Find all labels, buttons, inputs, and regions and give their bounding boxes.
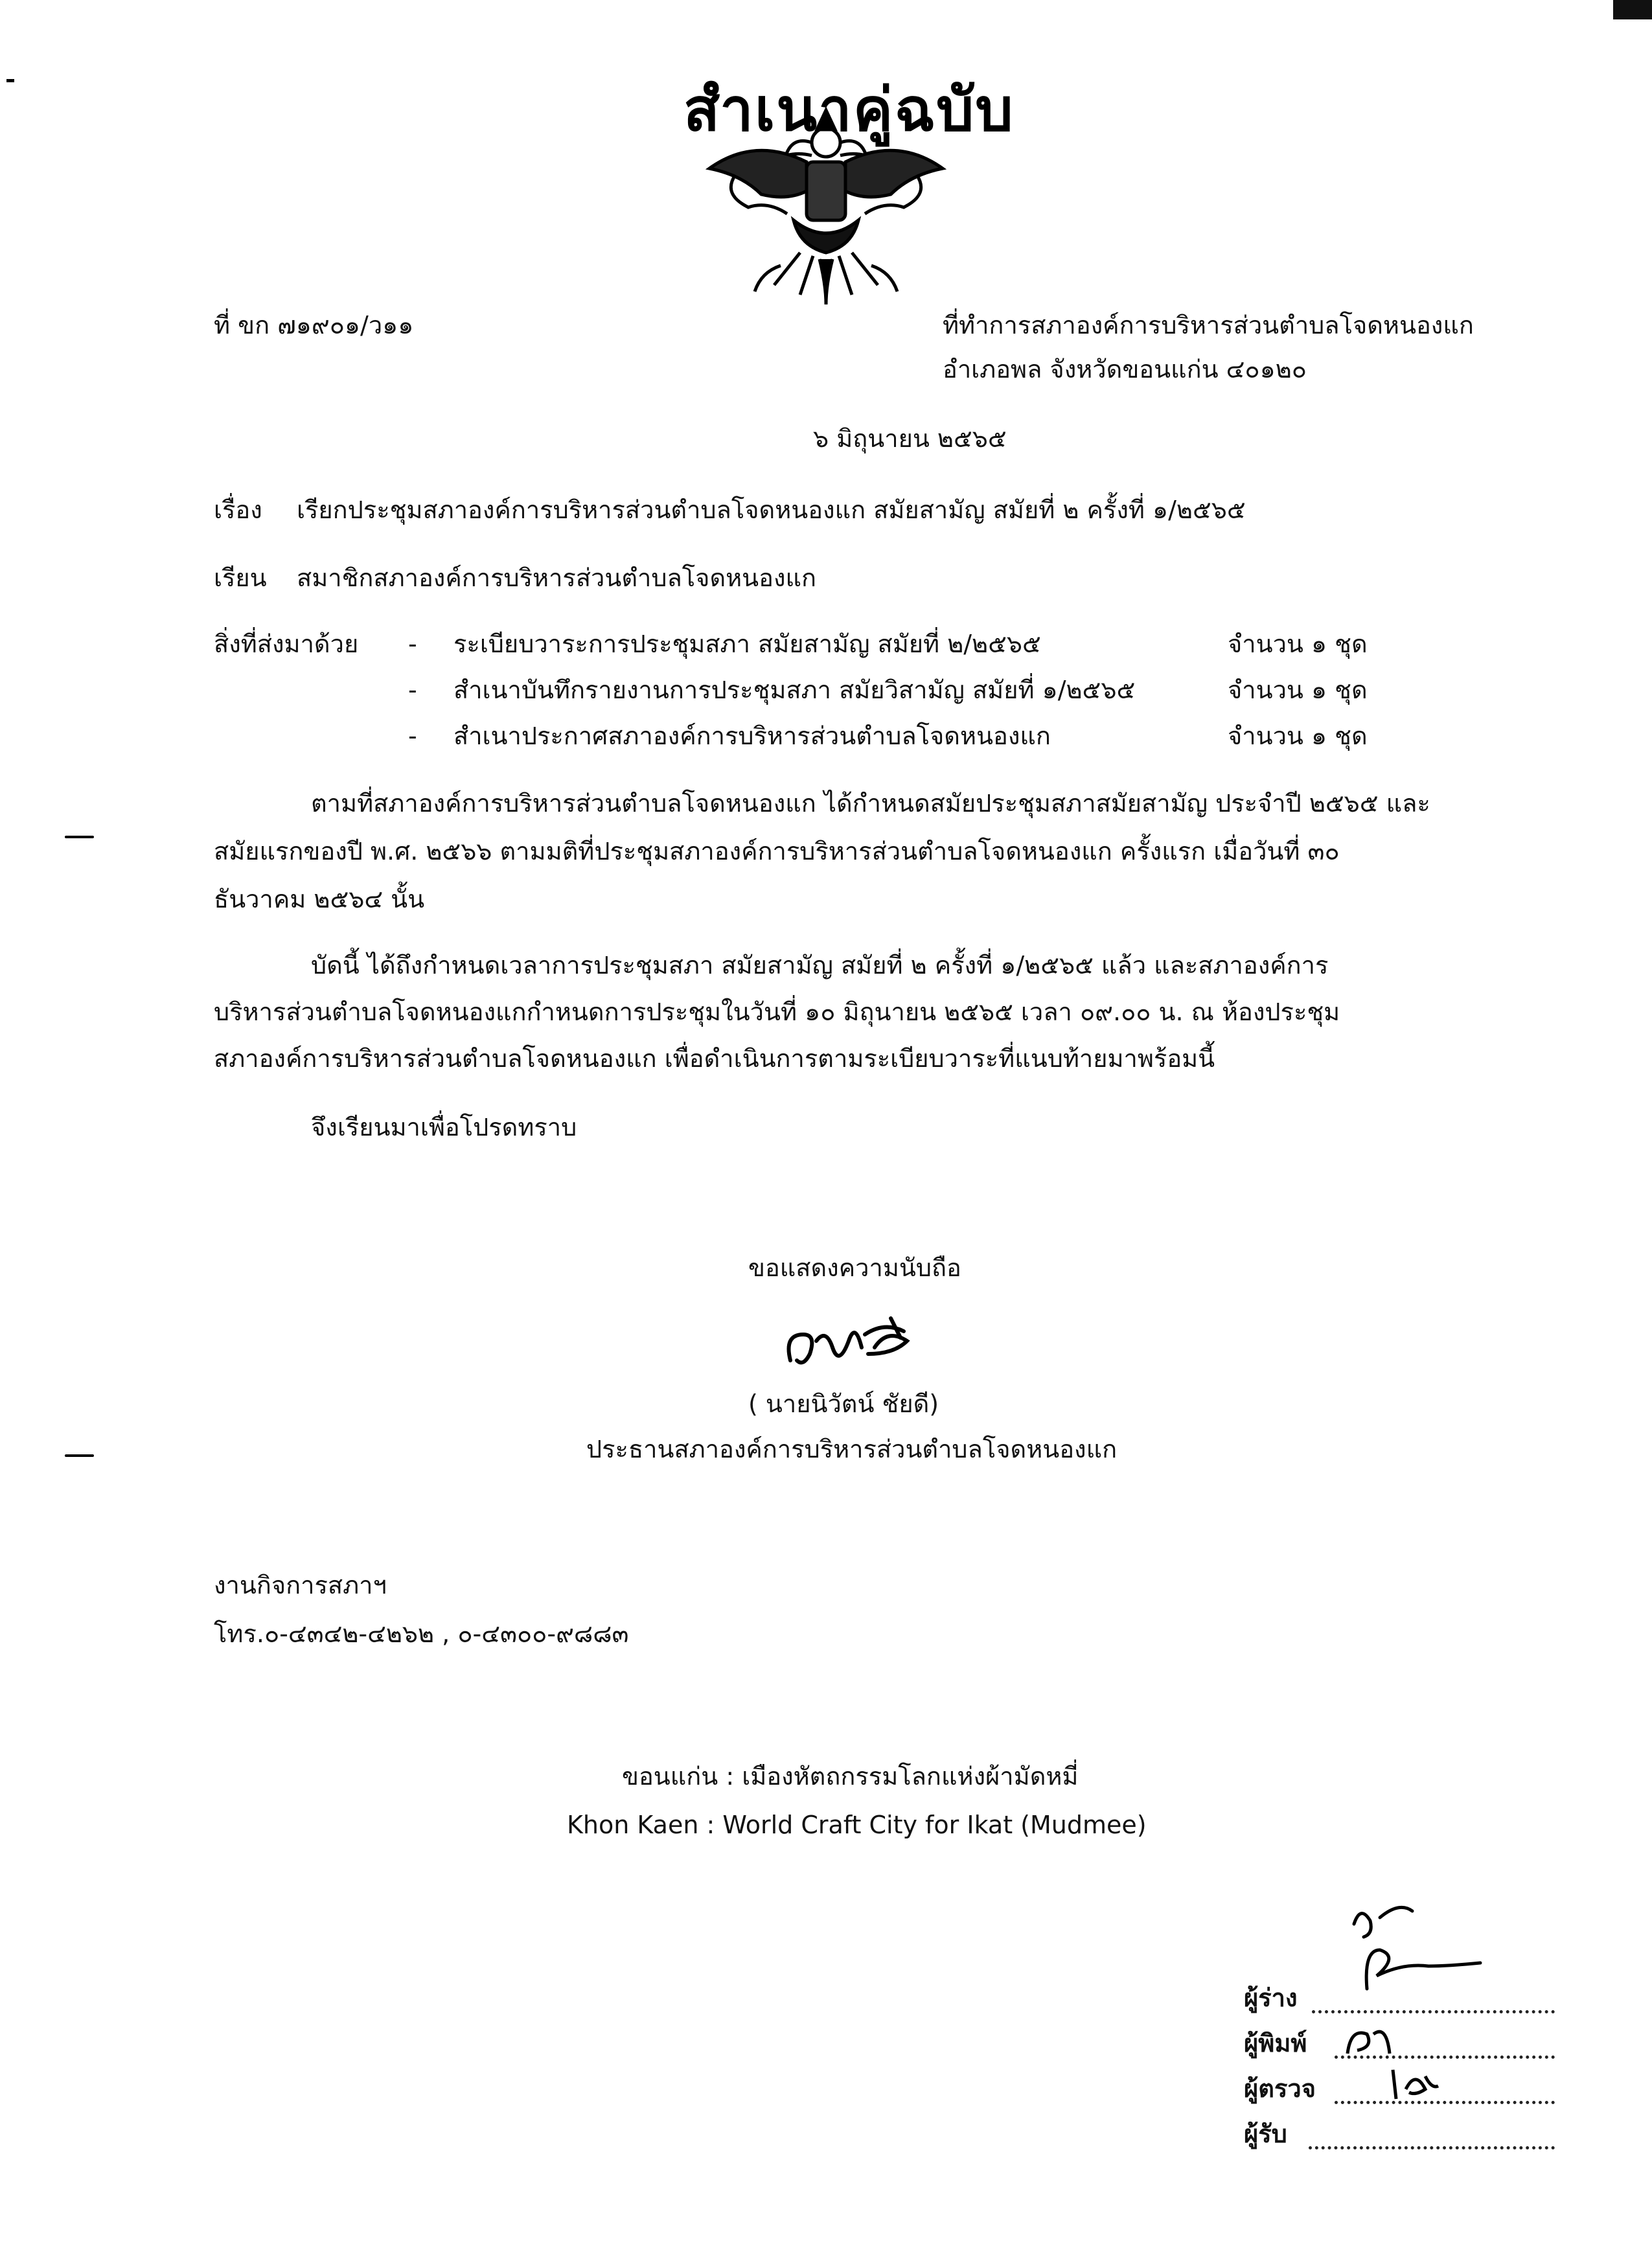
enclosure-item: สำเนาประกาศสภาองค์การบริหารส่วนตำบลโจดหนองแก <box>453 722 1051 750</box>
regards-text: ขอแสดงความนับถือ <box>748 1254 961 1282</box>
scan-mark <box>65 1454 94 1457</box>
signatory-position: ประธานสภาองค์การบริหารส่วนตำบลโจดหนองแก <box>586 1435 1118 1463</box>
enclosures-label: สิ่งที่ส่งมาด้วย <box>214 630 359 658</box>
address-line-2: อำเภอพล จังหวัดขอนแก่น ๔๐๑๒๐ <box>943 355 1307 384</box>
paragraph-1-line: ตามที่สภาองค์การบริหารส่วนตำบลโจดหนองแก ได้กำหนดสมัยประชุมสภาสมัยสามัญ ประจำปี ๒๕๖๕ และ <box>311 789 1430 818</box>
checker-line <box>1335 2101 1555 2104</box>
to-text: สมาชิกสภาองค์การบริหารส่วนตำบลโจดหนองแก <box>297 564 817 592</box>
slogan-thai: ขอนแก่น : เมืองหัตถกรรมโลกแห่งผ้ามัดหมี่ <box>622 1762 1079 1791</box>
receiver-line <box>1309 2146 1555 2149</box>
paragraph-1-line: สมัยแรกของปี พ.ศ. ๒๕๖๖ ตามมติที่ประชุมสภาองค์การบริหารส่วนตำบลโจดหนองแก ครั้งแรก เมื่อวันที่ ๓๐ <box>214 837 1340 865</box>
enclosure-quantity: จำนวน ๑ ชุด <box>1228 676 1368 704</box>
scan-corner-mark <box>1613 0 1652 19</box>
subject-text: เรียกประชุมสภาองค์การบริหารส่วนตำบลโจดหนองแก สมัยสามัญ สมัยที่ ๒ ครั้งที่ ๑/๒๕๖๕ <box>297 496 1246 524</box>
enclosure-item: ระเบียบวาระการประชุมสภา สมัยสามัญ สมัยที่ ๒/๒๕๖๕ <box>453 630 1041 658</box>
enclosure-item: สำเนาบันทึกรายงานการประชุมสภา สมัยวิสามัญ สมัยที่ ๑/๒๕๖๕ <box>453 676 1136 704</box>
office-name: งานกิจการสภาฯ <box>214 1571 387 1599</box>
office-phone: โทร.๐-๔๓๔๒-๔๒๖๒ , ๐-๔๓๐๐-๙๘๘๓ <box>214 1620 629 1648</box>
signatory-name: ( นายนิวัตน์ ชัยดี) <box>748 1390 939 1418</box>
closing-line: จึงเรียนมาเพื่อโปรดทราบ <box>311 1113 577 1141</box>
enclosure-dash: - <box>408 722 417 750</box>
signature-image <box>777 1309 933 1380</box>
slogan-english: Khon Kaen : World Craft City for Ikat (Mudmee) <box>567 1811 1147 1839</box>
enclosure-quantity: จำนวน ๑ ชุด <box>1228 630 1368 658</box>
typist-initials-image <box>1341 2021 1399 2060</box>
checker-label: ผู้ตรวจ <box>1244 2074 1316 2103</box>
to-label: เรียน <box>214 564 267 592</box>
paragraph-2-line: บริหารส่วนตำบลโจดหนองแกกำหนดการประชุมในวันที่ ๑๐ มิถุนายน ๒๕๖๕ เวลา ๐๙.๐๐ น. ณ ห้องประชุม <box>214 998 1340 1026</box>
checker-initials-image <box>1386 2063 1445 2102</box>
drafter-initials-image <box>1341 1898 1497 1995</box>
scan-mark <box>65 836 94 838</box>
subject-label: เรื่อง <box>214 496 262 524</box>
drafter-label: ผู้ร่าง <box>1244 1984 1298 2012</box>
paragraph-1-line: ธันวาคม ๒๕๖๔ นั้น <box>214 885 425 913</box>
address-line-1: ที่ทำการสภาองค์การบริหารส่วนตำบลโจดหนองแก <box>943 311 1474 339</box>
scan-mark <box>6 79 14 82</box>
drafter-line <box>1312 2010 1555 2013</box>
enclosure-dash: - <box>408 676 417 704</box>
paragraph-2-line: บัดนี้ ได้ถึงกำหนดเวลาการประชุมสภา สมัยสามัญ สมัยที่ ๒ ครั้งที่ ๑/๒๕๖๕ แล้ว และสภาองค์การ <box>311 951 1329 979</box>
typist-label: ผู้พิมพ์ <box>1244 2029 1307 2057</box>
enclosure-dash: - <box>408 630 417 658</box>
reference-number: ที่ ขก ๗๑๙๐๑/ว๑๑ <box>214 311 414 339</box>
paragraph-2-line: สภาองค์การบริหารส่วนตำบลโจดหนองแก เพื่อดำเนินการตามระเบียบวาระที่แนบท้ายมาพร้อมนี้ <box>214 1044 1215 1073</box>
stamp-copy-label: สำเนาคู่ฉบับ <box>683 75 1015 144</box>
enclosure-quantity: จำนวน ๑ ชุด <box>1228 722 1368 750</box>
receiver-label: ผู้รับ <box>1244 2120 1287 2148</box>
letter-date: ๖ มิถุนายน ๒๕๖๕ <box>813 424 1007 453</box>
